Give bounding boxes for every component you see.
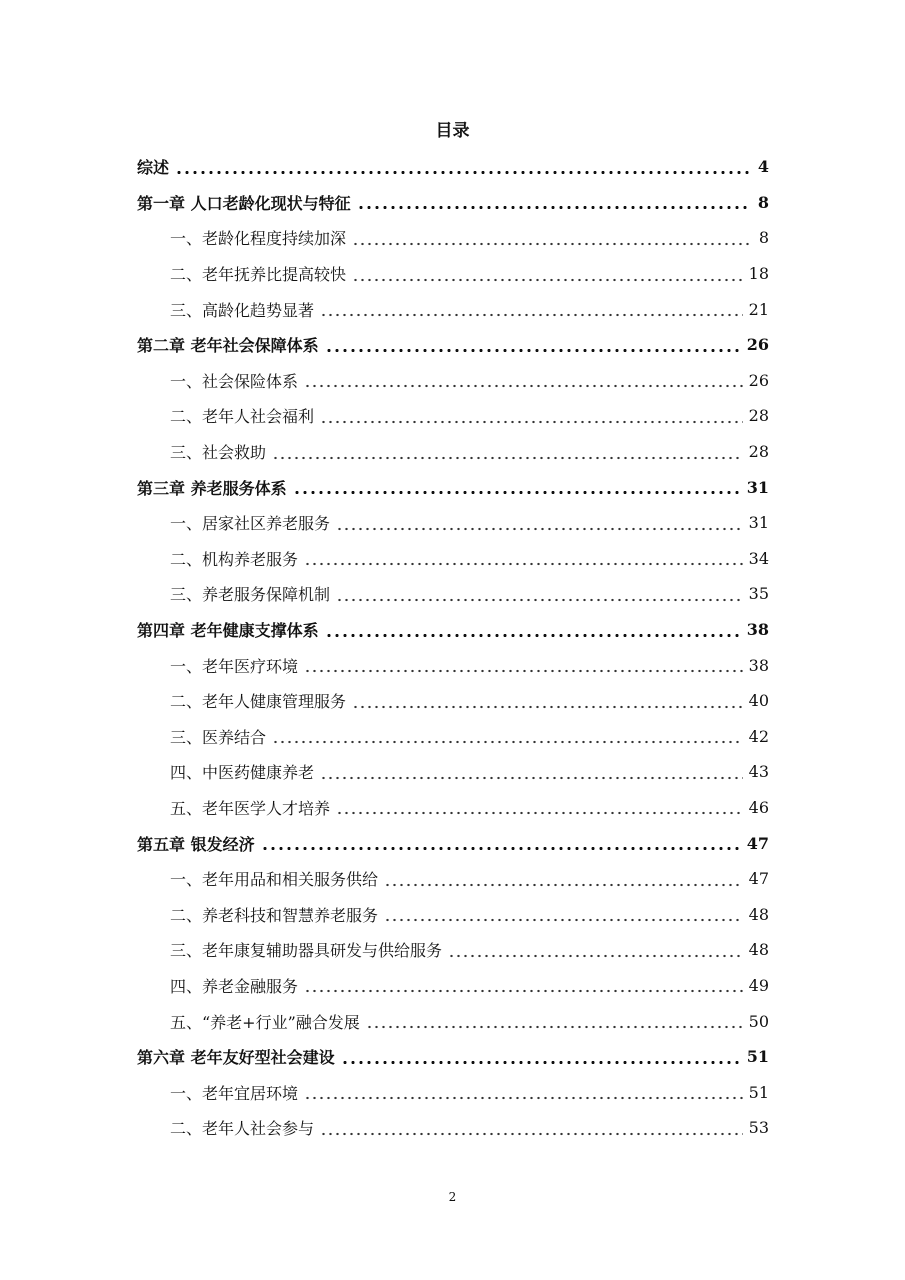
dot-leader <box>325 622 741 638</box>
toc-entry-page: 4 <box>757 157 769 177</box>
toc-entry-label: 二、机构养老服务 <box>170 549 299 569</box>
toc-entry-label: 一、居家社区养老服务 <box>170 514 331 534</box>
toc-entry-page: 8 <box>758 228 769 248</box>
toc-title: 目录 <box>435 121 470 141</box>
toc-entry-page: 28 <box>748 442 769 462</box>
toc-entry-label: 三、老年康复辅助器具研发与供给服务 <box>170 941 443 961</box>
toc-entry-page: 40 <box>748 691 769 711</box>
toc-section-entry[interactable] <box>137 1074 769 1110</box>
toc-entry-page: 48 <box>748 940 769 960</box>
dot-leader <box>304 550 743 566</box>
toc-entry-label: 四、养老金融服务 <box>170 976 299 996</box>
dot-leader <box>448 942 743 958</box>
toc-entry-page: 46 <box>748 797 769 817</box>
toc-entry-page: 28 <box>748 406 769 426</box>
toc-section-entry[interactable] <box>137 256 769 292</box>
dot-leader <box>352 230 749 246</box>
toc-section-entry[interactable] <box>137 968 769 1004</box>
toc-section-entry[interactable] <box>137 861 769 897</box>
dot-leader <box>304 657 743 673</box>
toc-entry-page: 48 <box>748 904 769 924</box>
toc-entry-page: 8 <box>757 192 769 212</box>
toc-section-entry[interactable] <box>137 647 769 683</box>
toc-entry-label: 四、中医药健康养老 <box>170 763 315 783</box>
dot-leader <box>336 799 743 815</box>
dot-leader <box>325 337 741 353</box>
toc-entry-page: 31 <box>746 477 769 497</box>
toc-entry-page: 38 <box>746 620 769 640</box>
toc-entry-label: 二、老年人健康管理服务 <box>170 692 347 712</box>
toc-section-entry[interactable] <box>137 896 769 932</box>
dot-leader <box>384 871 743 887</box>
toc-entry-label: 二、老年抚养比提高较快 <box>170 265 347 285</box>
toc-entry-label: 五、“养老+行业”融合发展 <box>170 1012 360 1032</box>
toc-entry-label: 二、养老科技和智慧养老服务 <box>170 905 379 925</box>
toc-entry-page: 51 <box>746 1047 769 1067</box>
toc-entry-page: 47 <box>746 833 769 853</box>
dot-leader <box>357 194 749 210</box>
toc-entry-page: 49 <box>748 975 769 995</box>
toc-entry-page: 26 <box>748 370 769 390</box>
toc-entry-page: 47 <box>748 869 769 889</box>
toc-entry-page: 34 <box>748 548 769 568</box>
toc-chapter-entry[interactable] <box>137 1039 769 1075</box>
toc-entry-page: 43 <box>748 762 769 782</box>
page-number: 2 <box>448 1190 457 1204</box>
dot-leader <box>272 728 743 744</box>
toc-section-entry[interactable] <box>137 541 769 577</box>
dot-leader <box>336 586 743 602</box>
toc-section-entry[interactable] <box>137 754 769 790</box>
toc-section-entry[interactable] <box>137 932 769 968</box>
dot-leader <box>352 693 743 709</box>
dot-leader <box>272 444 743 460</box>
toc-section-entry[interactable] <box>137 434 769 470</box>
toc-entry-label: 一、老年宜居环境 <box>170 1083 299 1103</box>
dot-leader <box>336 515 743 531</box>
dot-leader <box>304 372 743 388</box>
dot-leader <box>341 1049 741 1065</box>
dot-leader <box>352 266 743 282</box>
toc-entry-label: 第五章 银发经济 <box>137 834 255 854</box>
toc-entry-label: 五、老年医学人才培养 <box>170 798 331 818</box>
dot-leader <box>293 479 741 495</box>
toc-chapter-entry[interactable] <box>137 612 769 648</box>
toc-entry-label: 三、社会救助 <box>170 443 267 463</box>
toc-chapter-entry[interactable] <box>137 149 769 185</box>
dot-leader <box>320 1120 743 1136</box>
toc-entry-label: 第二章 老年社会保障体系 <box>137 336 319 356</box>
toc-chapter-entry[interactable] <box>137 825 769 861</box>
toc-section-entry[interactable] <box>137 1110 769 1146</box>
toc-entry-page: 31 <box>748 513 769 533</box>
toc-entry-label: 第四章 老年健康支撑体系 <box>137 621 319 641</box>
dot-leader <box>304 977 743 993</box>
toc-section-entry[interactable] <box>137 1003 769 1039</box>
toc-section-entry[interactable] <box>137 398 769 434</box>
toc-entry-page: 53 <box>748 1118 769 1138</box>
toc-entry-label: 第三章 养老服务体系 <box>137 478 287 498</box>
toc-section-entry[interactable] <box>137 790 769 826</box>
toc-section-entry[interactable] <box>137 291 769 327</box>
toc-entry-page: 18 <box>748 264 769 284</box>
toc-entry-label: 第一章 人口老龄化现状与特征 <box>137 193 351 213</box>
toc-entry-label: 一、老龄化程度持续加深 <box>170 229 347 249</box>
toc-section-entry[interactable] <box>137 505 769 541</box>
toc-entry-label: 三、高龄化趋势显著 <box>170 300 315 320</box>
toc-section-entry[interactable] <box>137 220 769 256</box>
toc-entry-label: 三、医养结合 <box>170 727 267 747</box>
toc-entry-label: 第六章 老年友好型社会建设 <box>137 1048 335 1068</box>
toc-entry-page: 42 <box>748 726 769 746</box>
toc-section-entry[interactable] <box>137 683 769 719</box>
toc-entry-label: 三、养老服务保障机制 <box>170 585 331 605</box>
dot-leader <box>320 408 743 424</box>
toc-entry-label: 二、老年人社会福利 <box>170 407 315 427</box>
toc-entry-label: 二、老年人社会参与 <box>170 1119 315 1139</box>
toc-entry-page: 51 <box>748 1082 769 1102</box>
dot-leader <box>320 301 743 317</box>
toc-entry-page: 21 <box>748 299 769 319</box>
toc-entry-label: 一、老年医疗环境 <box>170 656 299 676</box>
toc-section-entry[interactable] <box>137 719 769 755</box>
dot-leader <box>366 1013 743 1029</box>
dot-leader <box>320 764 743 780</box>
toc-chapter-entry[interactable] <box>137 185 769 221</box>
dot-leader <box>261 835 741 851</box>
table-of-contents <box>137 149 769 1146</box>
dot-leader <box>304 1084 743 1100</box>
toc-entry-label: 一、社会保险体系 <box>170 371 299 391</box>
toc-section-entry[interactable] <box>137 363 769 399</box>
toc-entry-page: 35 <box>748 584 769 604</box>
toc-entry-page: 50 <box>748 1011 769 1031</box>
toc-entry-label: 一、老年用品和相关服务供给 <box>170 870 379 890</box>
dot-leader <box>384 906 743 922</box>
toc-chapter-entry[interactable] <box>137 469 769 505</box>
toc-entry-page: 26 <box>746 335 769 355</box>
toc-entry-label: 综述 <box>137 158 170 178</box>
toc-chapter-entry[interactable] <box>137 327 769 363</box>
dot-leader <box>175 159 749 175</box>
toc-section-entry[interactable] <box>137 576 769 612</box>
toc-entry-page: 38 <box>748 655 769 675</box>
